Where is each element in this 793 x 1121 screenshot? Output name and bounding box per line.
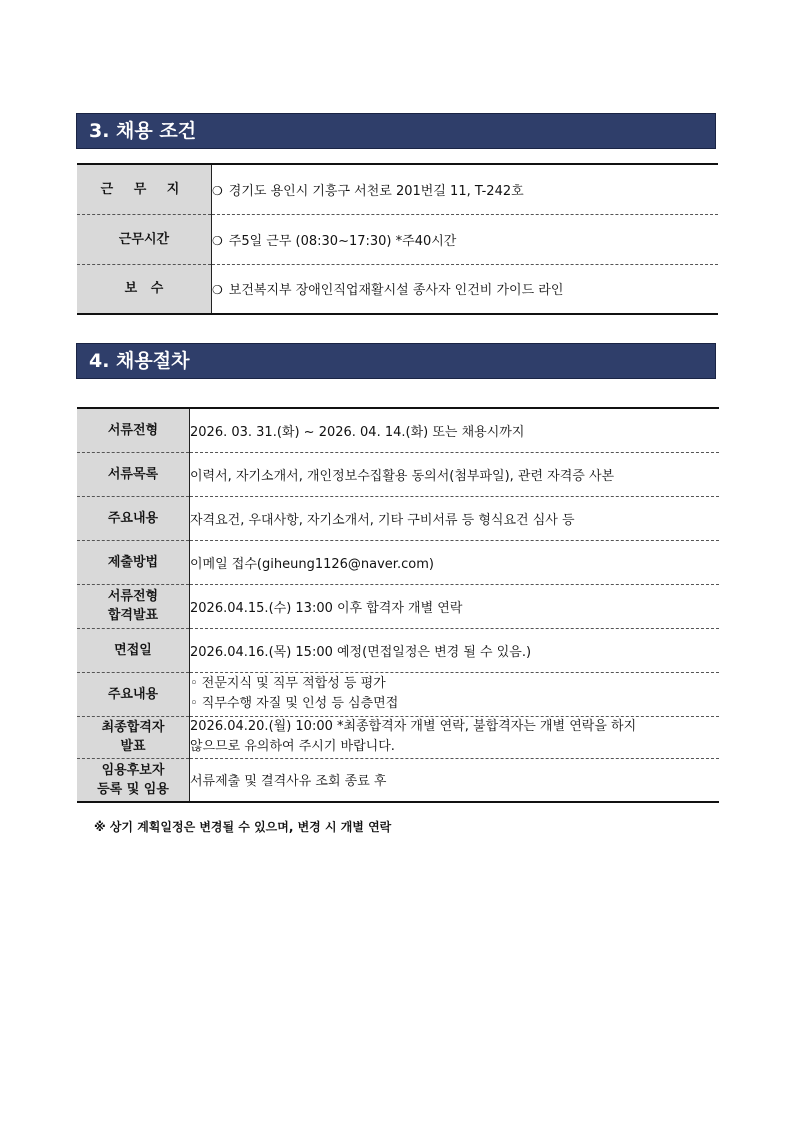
row-label-workplace: 근 무 지 <box>77 164 212 214</box>
list-item: ◦ 직무수행 자질 및 인성 등 심층면접 <box>190 696 399 711</box>
circle-bullet-icon: ❍ <box>212 183 223 198</box>
row-value: 자격요건, 우대사항, 자기소개서, 기타 구비서류 등 형식요건 심사 등 <box>190 496 720 540</box>
table-row <box>77 496 719 540</box>
table-row <box>77 214 718 264</box>
table-row <box>77 264 718 314</box>
table-row <box>77 672 719 716</box>
row-value: 2026.04.15.(수) 13:00 이후 합격자 개별 연락 <box>190 584 720 628</box>
footnote: ※ 상기 계획일정은 변경될 수 있으며, 변경 시 개별 연락 <box>94 820 392 834</box>
section-3-title: 3. 채용 조건 <box>76 113 716 149</box>
row-label: 제출방법 <box>77 540 190 584</box>
circle-bullet-icon: ❍ <box>212 233 223 248</box>
row-label: 서류전형 <box>77 408 190 452</box>
row-label: 임용후보자 등록 및 임용 <box>77 758 190 802</box>
row-label-salary: 보 수 <box>77 264 212 314</box>
row-value-workplace: ❍ 경기도 용인시 기흥구 서천로 201번길 11, T-242호 <box>212 183 524 199</box>
row-label: 주요내용 <box>77 496 190 540</box>
row-value-salary: ❍ 보건복지부 장애인직업재활시설 종사자 인건비 가이드 라인 <box>212 264 719 314</box>
table-row <box>77 758 719 802</box>
row-label: 면접일 <box>77 628 190 672</box>
list-item: ◦ 전문지식 및 직무 적합성 등 평가 <box>190 676 386 691</box>
row-value <box>190 672 720 716</box>
row-value: 2026.04.16.(목) 15:00 예정(면접일정은 변경 될 수 있음.) <box>190 628 720 672</box>
row-value: 2026.04.20.(월) 10:00 *최종합격자 개별 연락, 불합격자는 개별 연락을 하지 않으므로 유의하여 주시기 바랍니다. <box>190 716 720 758</box>
table-row <box>77 540 719 584</box>
row-value: 이메일 접수(giheung1126@naver.com) <box>190 540 720 584</box>
table-row <box>77 408 719 452</box>
row-value: 이력서, 자기소개서, 개인정보수집활용 동의서(첨부파일), 관련 자격증 사본 <box>190 452 720 496</box>
row-label-hours: 근무시간 <box>77 214 212 264</box>
table-row <box>77 716 719 758</box>
row-label: 주요내용 <box>77 672 190 716</box>
table-row <box>77 628 719 672</box>
row-value: 서류제출 및 결격사유 조회 종료 후 <box>190 758 720 802</box>
hiring-procedure-table <box>77 407 719 803</box>
table-row <box>77 584 719 628</box>
table-row <box>77 164 718 214</box>
work-conditions-table <box>77 163 718 315</box>
circle-bullet-icon: ❍ <box>212 283 223 298</box>
row-label: 서류전형 합격발표 <box>77 584 190 628</box>
row-label: 서류목록 <box>77 452 190 496</box>
section-4-title: 4. 채용절차 <box>76 343 716 379</box>
row-value: 2026. 03. 31.(화) ~ 2026. 04. 14.(화) 또는 채용시까지 <box>190 424 525 440</box>
table-row <box>77 452 719 496</box>
row-value-hours: ❍ 주5일 근무 (08:30~17:30) *주40시간 <box>212 214 719 264</box>
row-label: 최종합격자 발표 <box>77 716 190 758</box>
